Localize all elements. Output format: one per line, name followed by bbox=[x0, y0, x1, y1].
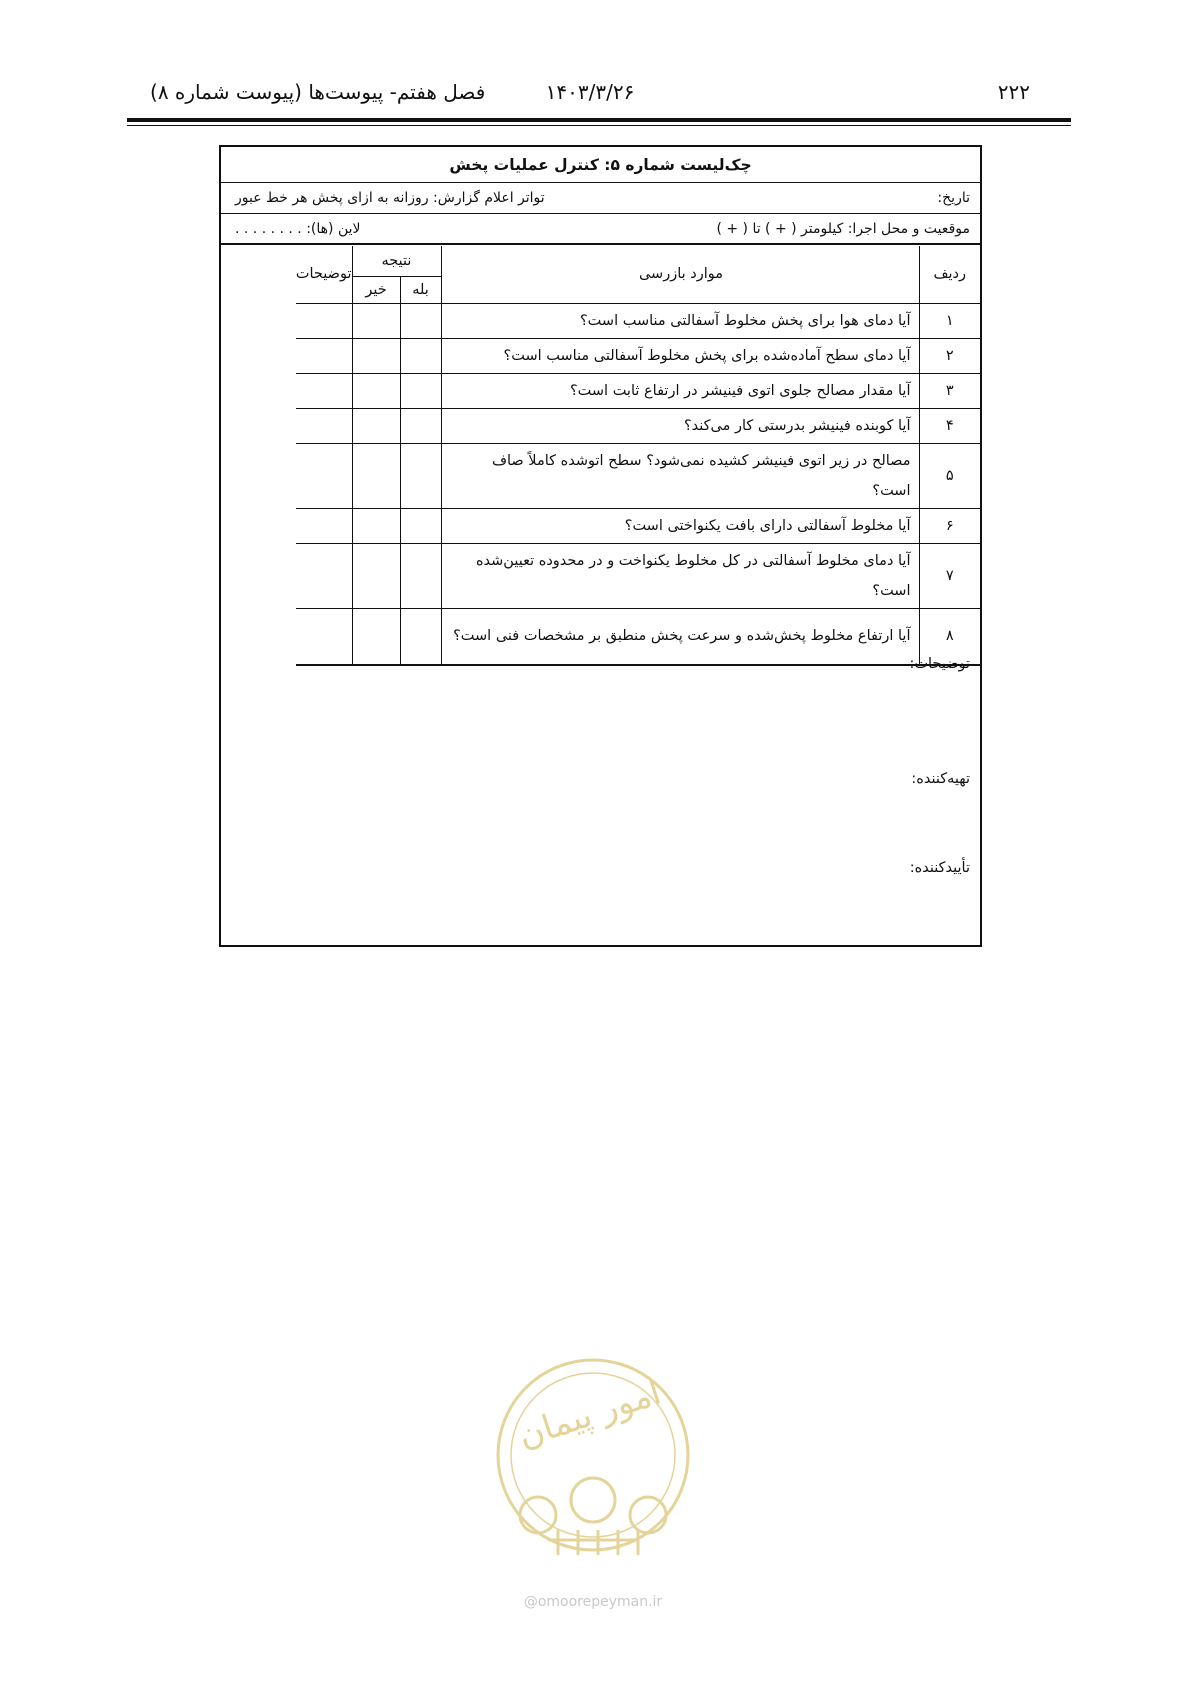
col-header-inspection-item: موارد بازرسی bbox=[441, 246, 919, 303]
inspection-item: آیا کوبنده فینیشر بدرستی کار می‌کند؟ bbox=[441, 408, 919, 443]
col-header-no: خیر bbox=[352, 276, 400, 303]
inspection-item: آیا دمای سطح آماده‌شده برای پخش مخلوط آسفالتی مناسب است؟ bbox=[441, 338, 919, 373]
col-header-yes: بله bbox=[400, 276, 441, 303]
table-row bbox=[296, 338, 980, 373]
table-row bbox=[296, 443, 980, 508]
result-no-cell[interactable] bbox=[352, 543, 400, 608]
table-row bbox=[296, 508, 980, 543]
prepared-by-label: تهیه‌کننده: bbox=[911, 771, 970, 787]
col-header-notes: توضیحات bbox=[296, 246, 352, 303]
inspection-item: آیا مقدار مصالح جلوی اتوی فینیشر در ارتفاع ثابت است؟ bbox=[441, 373, 919, 408]
row-number: ۷ bbox=[919, 543, 980, 608]
notes-cell[interactable] bbox=[296, 303, 352, 338]
row-number: ۱ bbox=[919, 303, 980, 338]
table-row bbox=[296, 303, 980, 338]
notes-label: توضیحات: bbox=[909, 656, 970, 672]
location-row bbox=[221, 214, 980, 245]
notes-cell[interactable] bbox=[296, 408, 352, 443]
table-row bbox=[296, 408, 980, 443]
result-yes-cell[interactable] bbox=[400, 303, 441, 338]
row-number: ۳ bbox=[919, 373, 980, 408]
header-rule-thick bbox=[127, 118, 1071, 122]
inspection-item: آیا دمای هوا برای پخش مخلوط آسفالتی مناسب است؟ bbox=[441, 303, 919, 338]
chapter-title: فصل هفتم- پیوست‌ها (پیوست شماره ۸) bbox=[150, 80, 486, 104]
result-yes-cell[interactable] bbox=[400, 408, 441, 443]
page-header bbox=[150, 78, 1030, 110]
watermark-seal-icon bbox=[488, 1330, 698, 1580]
page-number: ۲۲۲ bbox=[997, 80, 1030, 104]
inspection-item: آیا مخلوط آسفالتی دارای بافت یکنواختی است؟ bbox=[441, 508, 919, 543]
checklist-form bbox=[219, 145, 982, 947]
watermark-url: @omoorepeyman.ir bbox=[523, 1594, 663, 1610]
row-number: ۸ bbox=[919, 608, 980, 665]
result-no-cell[interactable] bbox=[352, 408, 400, 443]
table-row bbox=[296, 373, 980, 408]
result-yes-cell[interactable] bbox=[400, 443, 441, 508]
row-number: ۶ bbox=[919, 508, 980, 543]
inspection-item: آیا ارتفاع مخلوط پخش‌شده و سرعت پخش منطبق بر مشخصات فنی است؟ bbox=[441, 608, 919, 665]
notes-cell[interactable] bbox=[296, 338, 352, 373]
notes-cell[interactable] bbox=[296, 373, 352, 408]
row-number: ۲ bbox=[919, 338, 980, 373]
approved-by-label: تأییدکننده: bbox=[909, 860, 970, 876]
notes-cell[interactable] bbox=[296, 543, 352, 608]
row-number: ۴ bbox=[919, 408, 980, 443]
notes-cell[interactable] bbox=[296, 508, 352, 543]
result-yes-cell[interactable] bbox=[400, 373, 441, 408]
footer-area bbox=[221, 646, 980, 945]
result-no-cell[interactable] bbox=[352, 373, 400, 408]
watermark-brand: امور پیمان bbox=[513, 1372, 666, 1457]
inspection-item: مصالح در زیر اتوی فینیشر کشیده نمی‌شود؟ سطح اتوشده کاملاً صاف است؟ bbox=[441, 443, 919, 508]
header-rule-thin bbox=[127, 125, 1071, 126]
notes-cell[interactable] bbox=[296, 443, 352, 508]
watermark-logo bbox=[488, 1330, 698, 1610]
col-header-result: نتیجه bbox=[352, 246, 441, 276]
result-yes-cell[interactable] bbox=[400, 543, 441, 608]
result-yes-cell[interactable] bbox=[400, 338, 441, 373]
result-no-cell[interactable] bbox=[352, 338, 400, 373]
inspection-table bbox=[296, 246, 980, 666]
table-row bbox=[296, 543, 980, 608]
date-label: تاریخ: bbox=[937, 190, 970, 206]
lanes-field: لاین (ها): . . . . . . . . bbox=[235, 221, 361, 237]
date-frequency-row bbox=[221, 183, 980, 214]
inspection-item: آیا دمای مخلوط آسفالتی در کل مخلوط یکنواخت و در محدوده تعیین‌شده است؟ bbox=[441, 543, 919, 608]
col-header-row-number: ردیف bbox=[919, 246, 980, 303]
result-yes-cell[interactable] bbox=[400, 508, 441, 543]
header-date: ۱۴۰۳/۳/۲۶ bbox=[545, 80, 635, 104]
result-no-cell[interactable] bbox=[352, 443, 400, 508]
row-number: ۵ bbox=[919, 443, 980, 508]
report-frequency: تواتر اعلام گزارش: روزانه به ازای پخش هر خط عبور bbox=[235, 190, 545, 206]
result-no-cell[interactable] bbox=[352, 508, 400, 543]
checklist-title: چک‌لیست شماره ۵: کنترل عملیات پخش bbox=[221, 147, 980, 183]
result-no-cell[interactable] bbox=[352, 303, 400, 338]
location-field: موقعیت و محل اجرا: کیلومتر ( + ) تا ( + ) bbox=[716, 221, 970, 237]
